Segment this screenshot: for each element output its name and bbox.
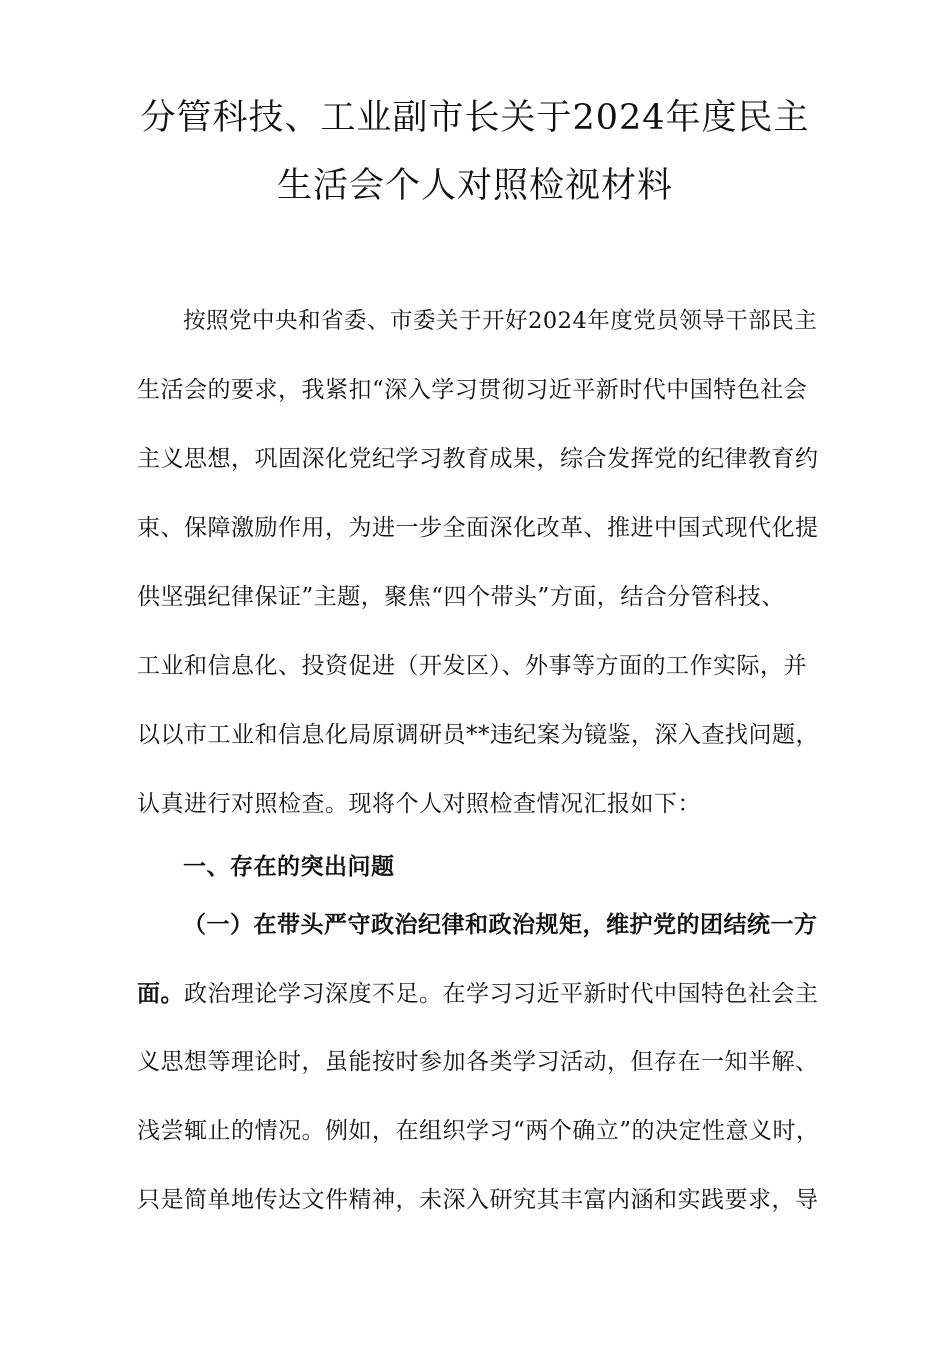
document-title-line-2: 生活会个人对照检视材料 <box>276 166 673 206</box>
intro-paragraph-line: 供坚强纪律保证”主题，聚焦“四个带头”方面，结合分管科技、 <box>137 584 785 610</box>
body-paragraph-line: 浅尝辄止的情况。例如，在组织学习“两个确立”的决定性意义时， <box>137 1118 820 1144</box>
body-text: 政治理论学习深度不足。在学习习近平新时代中国特色社会主 <box>184 981 819 1007</box>
intro-paragraph-line: 按照党中央和省委、市委关于开好2024年度党员领导干部民主 <box>183 308 818 334</box>
intro-paragraph-line: 束、保障激励作用，为进一步全面深化改革、推进中国式现代化提 <box>137 515 819 541</box>
document-title-line-1: 分管科技、工业副市长关于2024年度民主 <box>140 98 810 138</box>
subsection-heading: （一）在带头严守政治纪律和政治规矩，维护党的团结统一方 <box>183 911 818 938</box>
subsection-heading-end: 面。 <box>137 980 184 1007</box>
intro-paragraph-line: 以以市工业和信息化局原调研员**违纪案为镜鉴，深入查找问题， <box>137 722 819 748</box>
intro-paragraph-line: 认真进行对照检查。现将个人对照检查情况汇报如下： <box>137 791 701 817</box>
intro-paragraph-line: 工业和信息化、投资促进（开发区）、外事等方面的工作实际，并 <box>137 653 807 679</box>
intro-paragraph-line: 生活会的要求，我紧扣“深入学习贯彻习近平新时代中国特色社会 <box>137 377 808 403</box>
body-paragraph-line: 只是简单地传达文件精神，未深入研究其丰富内涵和实践要求，导 <box>137 1187 819 1213</box>
section-heading: 一、存在的突出问题 <box>183 853 395 880</box>
intro-paragraph-line: 主义思想，巩固深化党纪学习教育成果，综合发挥党的纪律教育约 <box>137 446 819 472</box>
body-paragraph-line: 义思想等理论时，虽能按时参加各类学习活动，但存在一知半解、 <box>137 1049 819 1075</box>
body-paragraph-line <box>137 982 819 1006</box>
